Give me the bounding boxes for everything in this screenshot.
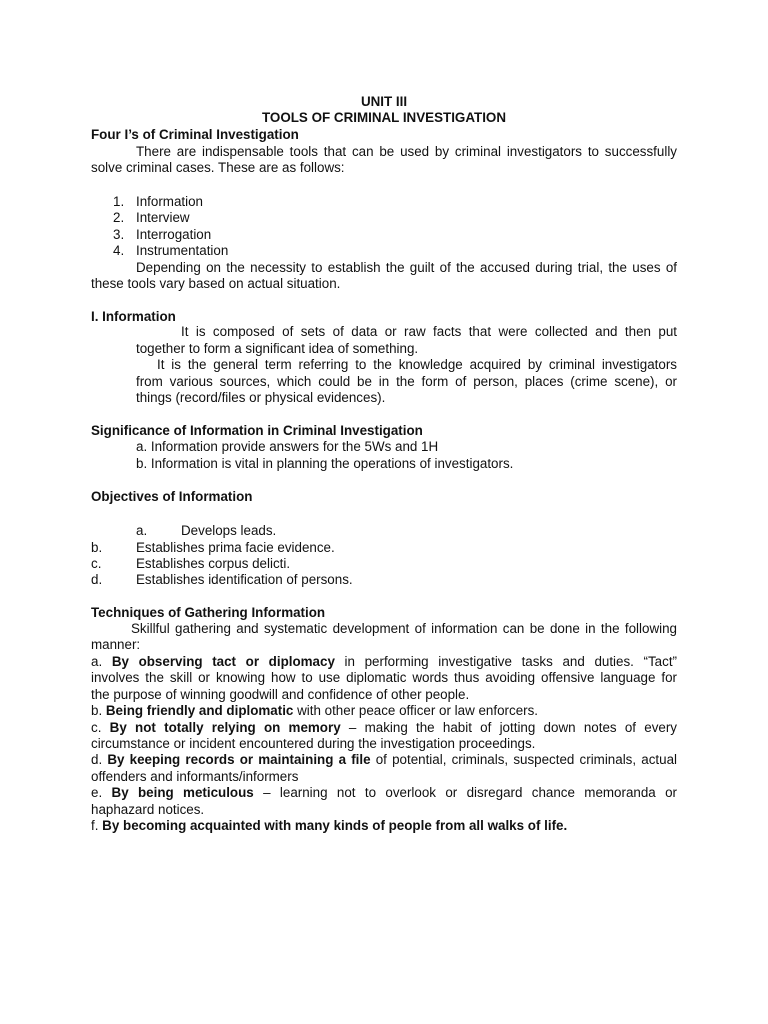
technique-f-bold: By becoming acquainted with many kinds of people from all walks of life. (102, 818, 568, 833)
list-item: Information (136, 194, 203, 209)
information-p2-line3: things (record/files or physical evidences). (136, 390, 386, 405)
four-is-after-line2: these tools vary based on actual situation. (91, 276, 341, 291)
technique-d-prefix: d. (91, 752, 108, 767)
technique-a-line2: involves the skill or knowing how to use diplomatic words thus avoiding offensive language for (91, 670, 677, 685)
list-item-number: 1. (113, 194, 125, 209)
four-is-heading: Four I’s of Criminal Investigation (91, 127, 299, 142)
techniques-intro-line2: manner: (91, 637, 141, 652)
objective-item: Establishes identification of persons. (136, 572, 353, 587)
list-item: Instrumentation (136, 243, 229, 258)
objective-letter: d. (91, 572, 103, 587)
technique-a-line3: the purpose of winning goodwill and confidence of other people. (91, 687, 470, 702)
technique-f (91, 817, 567, 834)
technique-c-bold: By not totally relying on memory (109, 720, 341, 735)
list-item-number: 3. (113, 227, 125, 242)
list-item: Interrogation (136, 227, 212, 242)
objective-item: Establishes prima facie evidence. (136, 540, 335, 555)
unit-title: UNIT III (360, 94, 408, 109)
technique-b (91, 702, 538, 719)
technique-d-line1 (91, 751, 677, 768)
technique-a-prefix: a. (91, 654, 112, 669)
information-p1-line1: It is composed of sets of data or raw facts that were collected and then put (181, 324, 677, 339)
technique-d-line2: offenders and informants/informers (91, 769, 299, 784)
significance-item: a. Information provide answers for the 5Ws and 1H (136, 439, 439, 454)
objective-letter: a. (136, 523, 148, 538)
techniques-heading: Techniques of Gathering Information (91, 605, 326, 620)
technique-a-bold: By observing tact or diplomacy (111, 654, 335, 669)
information-p2-line2: from various sources, which could be in the form of person, places (crime scene), or (136, 374, 677, 389)
objective-item: Establishes corpus delicti. (136, 556, 291, 571)
technique-e-line1 (91, 784, 677, 801)
significance-heading: Significance of Information in Criminal Investigation (91, 423, 423, 438)
technique-f-prefix: f. (91, 818, 103, 833)
technique-b-bold: Being friendly and diplomatic (105, 703, 294, 718)
technique-c-prefix: c. (91, 720, 110, 735)
technique-c-line1 (91, 719, 677, 736)
technique-c-rest: – making the habit of jotting down notes of every (340, 720, 677, 735)
objective-item: Develops leads. (181, 523, 277, 538)
list-item-number: 4. (113, 243, 125, 258)
technique-b-prefix: b. (91, 703, 106, 718)
information-heading: I. Information (91, 309, 176, 324)
technique-e-rest: – learning not to overlook or disregard chance memoranda or (253, 785, 678, 800)
information-p1-line2: together to form a significant idea of something. (136, 341, 419, 356)
list-item-number: 2. (113, 210, 125, 225)
technique-b-rest: with other peace officer or law enforcers. (293, 703, 539, 718)
objective-letter: c. (91, 556, 102, 571)
technique-a-rest: in performing investigative tasks and duties. “Tact” (334, 654, 678, 669)
objective-letter: b. (91, 540, 103, 555)
four-is-intro-line1: There are indispensable tools that can be used by criminal investigators to successfully (136, 144, 677, 159)
page-title: TOOLS OF CRIMINAL INVESTIGATION (261, 110, 506, 125)
technique-d-rest: of potential, criminals, suspected criminals, actual (370, 752, 677, 767)
technique-d-bold: By keeping records or maintaining a file (107, 752, 371, 767)
techniques-intro-line1: Skillful gathering and systematic development of information can be done in the following (131, 621, 677, 636)
information-p2-line1: It is the general term referring to the knowledge acquired by criminal investigators (157, 357, 677, 372)
technique-a-line1 (91, 653, 677, 670)
technique-c-line2: circumstance or incident encountered during the investigation proceedings. (91, 736, 536, 751)
significance-item: b. Information is vital in planning the operations of investigators. (136, 456, 514, 471)
technique-e-prefix: e. (91, 785, 112, 800)
technique-e-bold: By being meticulous (111, 785, 254, 800)
four-is-after-line1: Depending on the necessity to establish the guilt of the accused during trial, the uses of (136, 260, 677, 275)
technique-e-line2: haphazard notices. (91, 802, 205, 817)
objectives-heading: Objectives of Information (91, 489, 253, 504)
list-item: Interview (136, 210, 190, 225)
four-is-intro-line2: solve criminal cases. These are as follows: (91, 160, 345, 175)
